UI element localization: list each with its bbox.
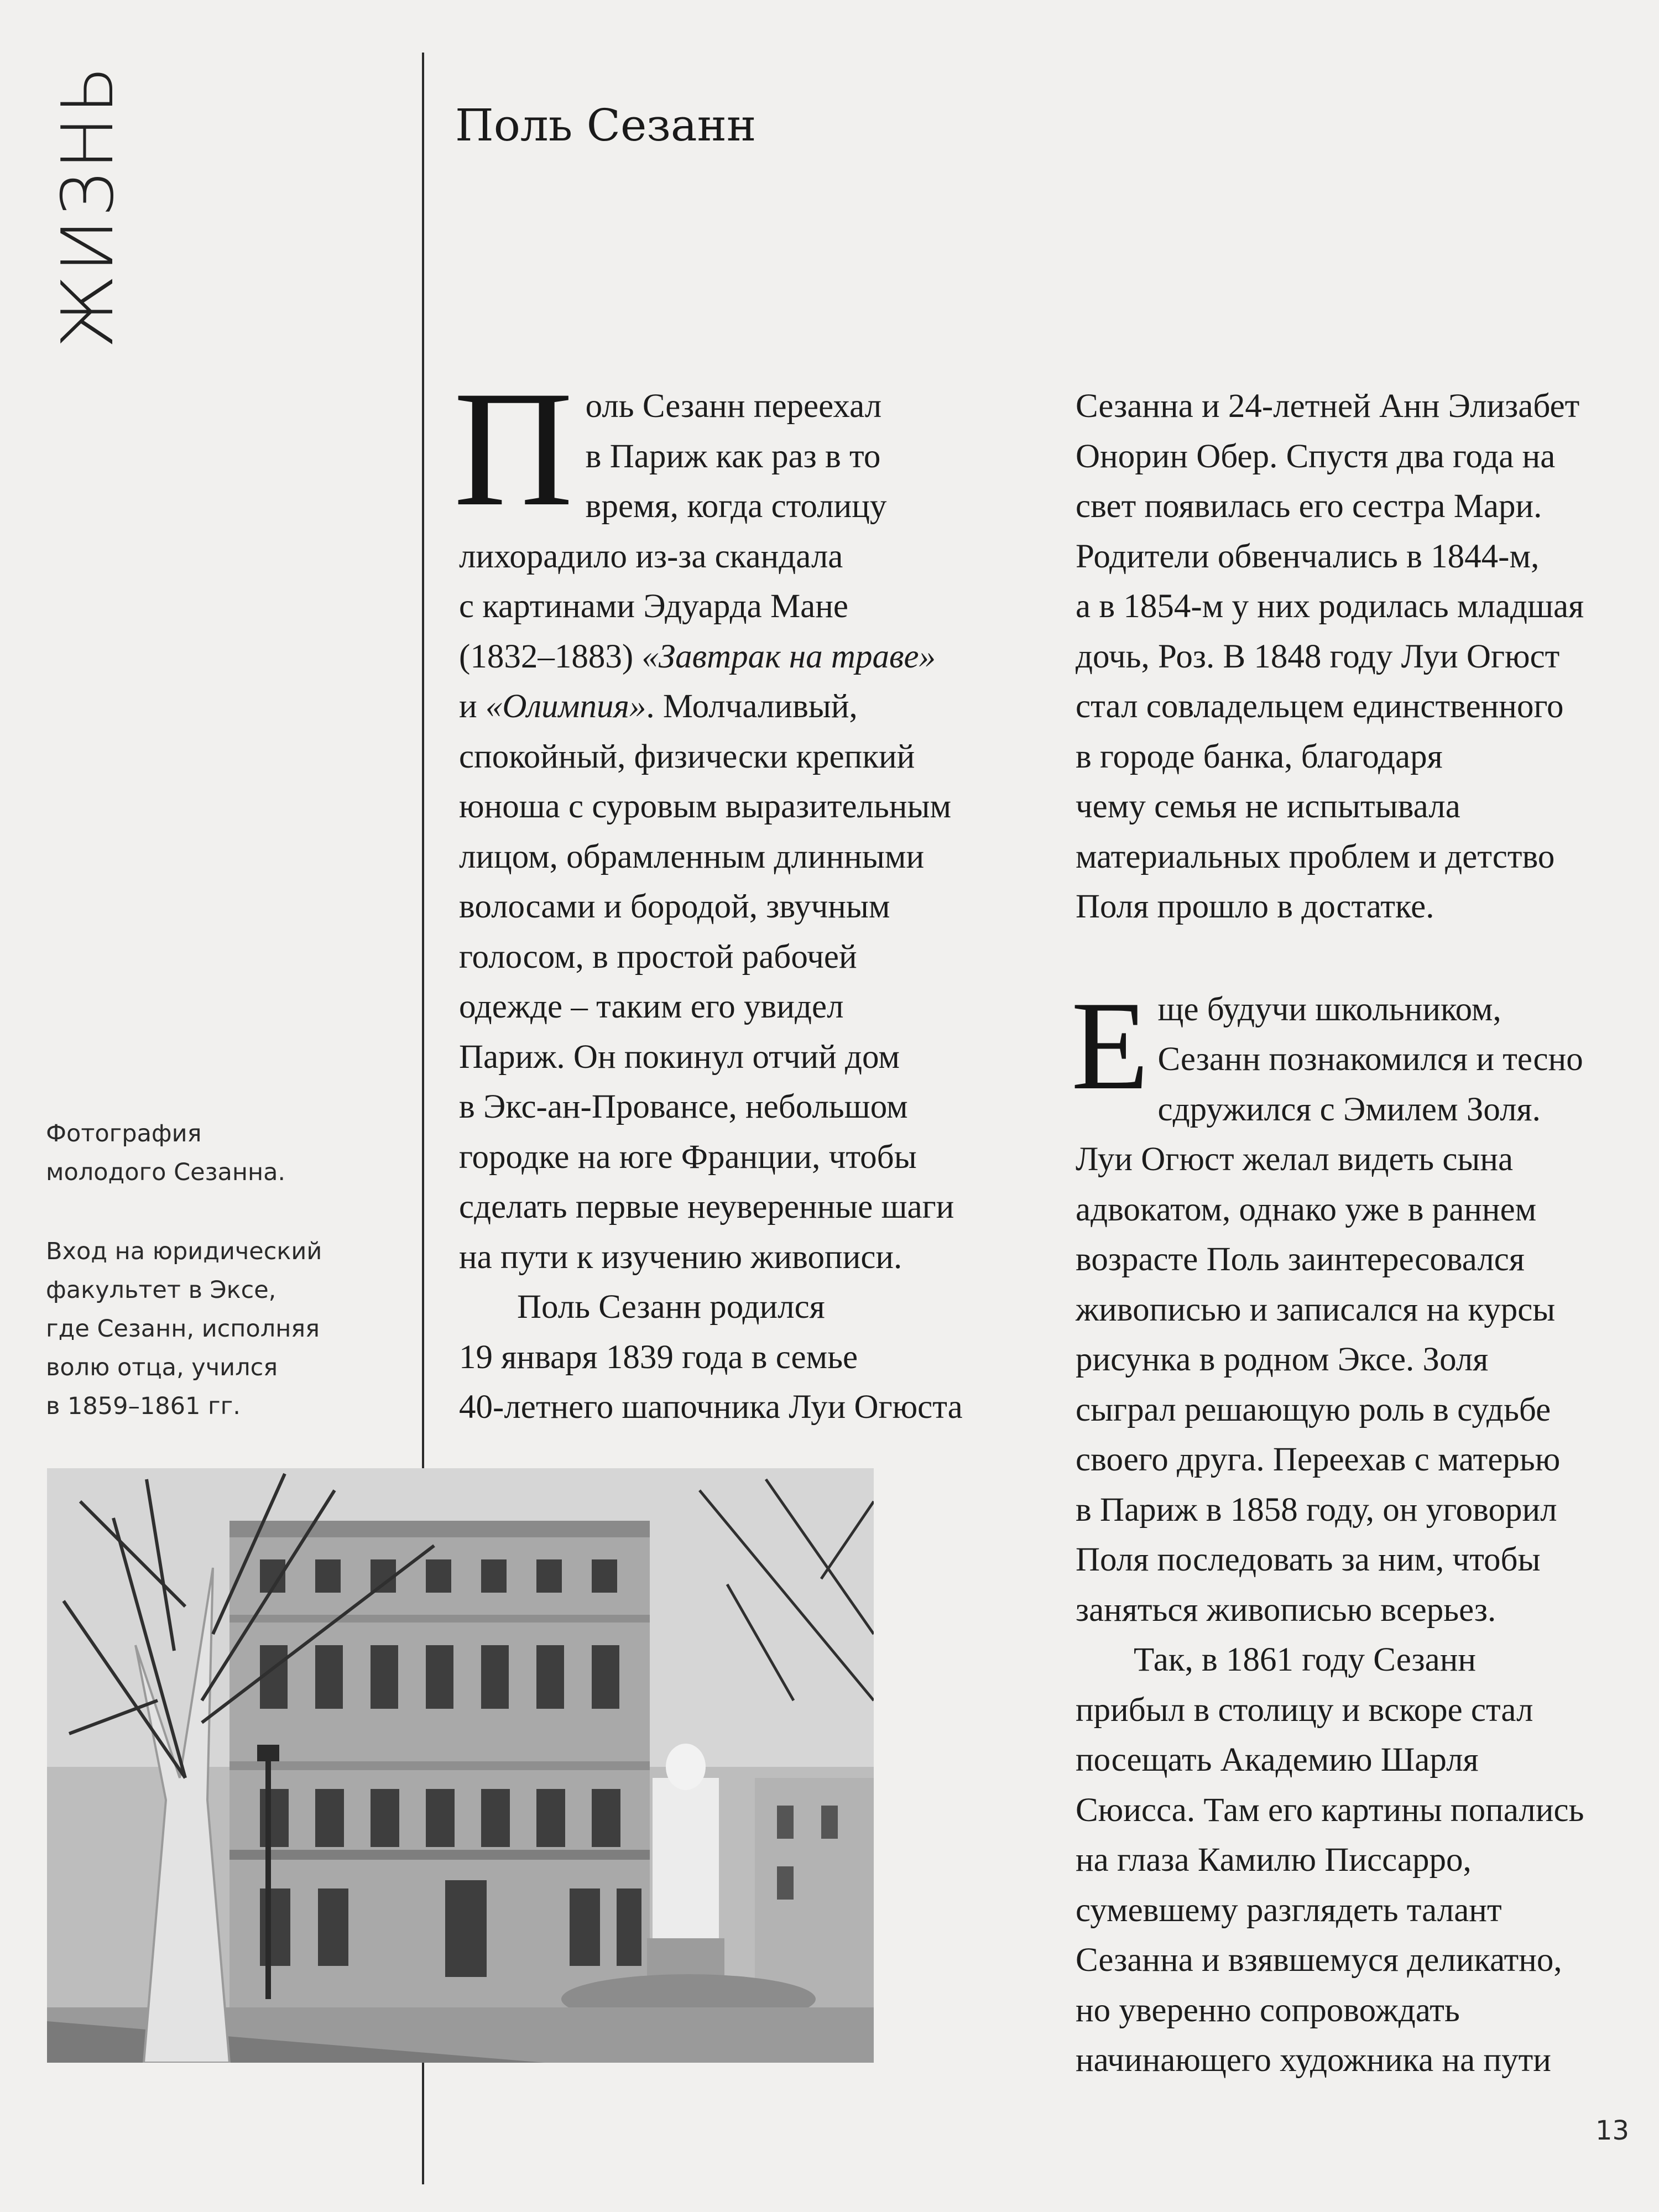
caption-line: молодого Сезанна. — [46, 1159, 286, 1186]
right-column — [1071, 382, 1645, 2086]
text-line: волосами и бородой, звучным — [459, 888, 890, 925]
text-line: с картинами Эдуарда Мане — [459, 588, 848, 625]
text-line: но уверенно сопровождать — [1076, 1991, 1460, 2029]
text-line: в Париж в 1858 году, он уговорил — [1076, 1491, 1557, 1528]
text-line: Сезанна и 24-летней Анн Элизабет — [1076, 388, 1580, 425]
text-line: сумевшему разглядеть талант — [1076, 1891, 1502, 1929]
text-line: юноша с суровым выразительным — [459, 788, 952, 825]
paragraph — [1076, 1635, 1645, 2086]
text-line: Поля прошло в достатке. — [1076, 888, 1434, 925]
text-segment: (1832–1883) — [459, 638, 642, 675]
page-number: 13 — [1595, 2115, 1630, 2146]
section-label: ЖИЗНЬ — [47, 63, 129, 348]
text-line: Сюисса. Там его картины попались — [1076, 1791, 1584, 1829]
text-line: рисунка в родном Эксе. Золя — [1076, 1341, 1489, 1378]
text-line: свет появилась его сестра Мари. — [1076, 488, 1542, 525]
text-line: прибыл в столицу и вскоре стал — [1076, 1691, 1533, 1729]
caption-line: в 1859–1861 гг. — [46, 1392, 241, 1420]
artwork-title: «Завтрак на траве» — [641, 638, 936, 675]
text-line: Париж. Он покинул отчий дом — [459, 1038, 900, 1076]
text-line: лихорадило из-за скандала — [459, 538, 843, 575]
text-line: начинающего художника на пути — [1076, 2042, 1551, 2079]
text-line: Поль Сезанн родился — [517, 1288, 825, 1326]
paragraph — [459, 1282, 1029, 1433]
left-column — [453, 357, 1029, 1433]
text-line: адвокатом, однако уже в раннем — [1076, 1191, 1537, 1228]
text-line — [459, 682, 1029, 732]
caption-line: Фотография — [46, 1120, 202, 1147]
caption-law-faculty — [46, 1232, 378, 1426]
text-line: сдружился с Эмилем Золя. — [1157, 1091, 1541, 1128]
text-line: Луи Огюст желал видеть сына — [1076, 1141, 1514, 1178]
caption-young-cezanne — [46, 1114, 378, 1192]
caption-line: факультет в Эксе, — [46, 1276, 276, 1304]
text-line: чему семья не испытывала — [1076, 788, 1460, 825]
text-line: Сезанн познакомился и тесно — [1157, 1041, 1583, 1078]
text-line: 19 января 1839 года в семье — [459, 1338, 858, 1376]
text-line: посещать Академию Шарля — [1076, 1741, 1479, 1778]
paragraph — [1071, 974, 1645, 1636]
text-line: в городе банка, благодаря — [1076, 738, 1443, 775]
law-faculty-photo — [47, 1468, 874, 2063]
paragraph — [453, 357, 1029, 1282]
text-line: а в 1854-м у них родилась младшая — [1076, 588, 1584, 625]
text-line: своего друга. Переехав с матерью — [1076, 1441, 1561, 1478]
text-line: лицом, обрамленным длинными — [459, 838, 925, 875]
caption-line: где Сезанн, исполняя — [46, 1315, 320, 1343]
paragraph — [1076, 382, 1645, 932]
artwork-title: «Олимпия» — [485, 688, 646, 725]
text-line: ще будучи школьником, — [1157, 990, 1501, 1028]
text-line: на пути к изучению живописи. — [459, 1238, 902, 1276]
paragraph-gap — [1076, 932, 1645, 985]
text-line: Онорин Обер. Спустя два года на — [1076, 437, 1556, 475]
text-line: одежде – таким его увидел — [459, 988, 844, 1025]
text-line: время, когда столицу — [585, 488, 887, 525]
text-line: на глаза Камилю Писсарро, — [1076, 1841, 1472, 1879]
text-line: живописью и записался на курсы — [1076, 1291, 1556, 1328]
text-line: заняться живописью всерьез. — [1076, 1591, 1496, 1629]
text-line: Сезанна и взявшемуся деликатно, — [1076, 1942, 1562, 1979]
text-line: Поля последовать за ним, чтобы — [1076, 1541, 1541, 1578]
text-line: стал совладельцем единственного — [1076, 688, 1564, 725]
text-line: дочь, Роз. В 1848 году Луи Огюст — [1076, 638, 1560, 675]
text-line: в Экс-ан-Провансе, небольшом — [459, 1088, 908, 1125]
text-line: сделать первые неуверенные шаги — [459, 1188, 954, 1225]
drop-cap: П — [453, 357, 573, 540]
text-line: сыграл решающую роль в судьбе — [1076, 1391, 1551, 1428]
caption-line: волю отца, учился — [46, 1354, 278, 1381]
text-line: городке на юге Франции, чтобы — [459, 1138, 917, 1176]
text-line: Так, в 1861 году Сезанн — [1134, 1641, 1476, 1678]
text-line: в Париж как раз в то — [585, 437, 881, 475]
text-line: материальных проблем и детство — [1076, 838, 1555, 875]
caption-line: Вход на юридический — [46, 1238, 322, 1265]
text-line — [459, 632, 1029, 682]
page-title: Поль Сезанн — [455, 100, 757, 151]
text-line: оль Сезанн переехал — [585, 388, 882, 425]
text-segment: . Молчаливый, — [646, 688, 858, 725]
drop-cap: Е — [1071, 974, 1149, 1116]
text-line: спокойный, физически крепкий — [459, 738, 915, 775]
text-line: возрасте Поль заинтересовался — [1076, 1241, 1525, 1278]
text-line: голосом, в простой рабочей — [459, 938, 857, 975]
text-line: 40-летнего шапочника Луи Огюста — [459, 1389, 963, 1426]
text-line: Родители обвенчались в 1844-м, — [1076, 538, 1540, 575]
text-segment: и — [459, 688, 486, 725]
